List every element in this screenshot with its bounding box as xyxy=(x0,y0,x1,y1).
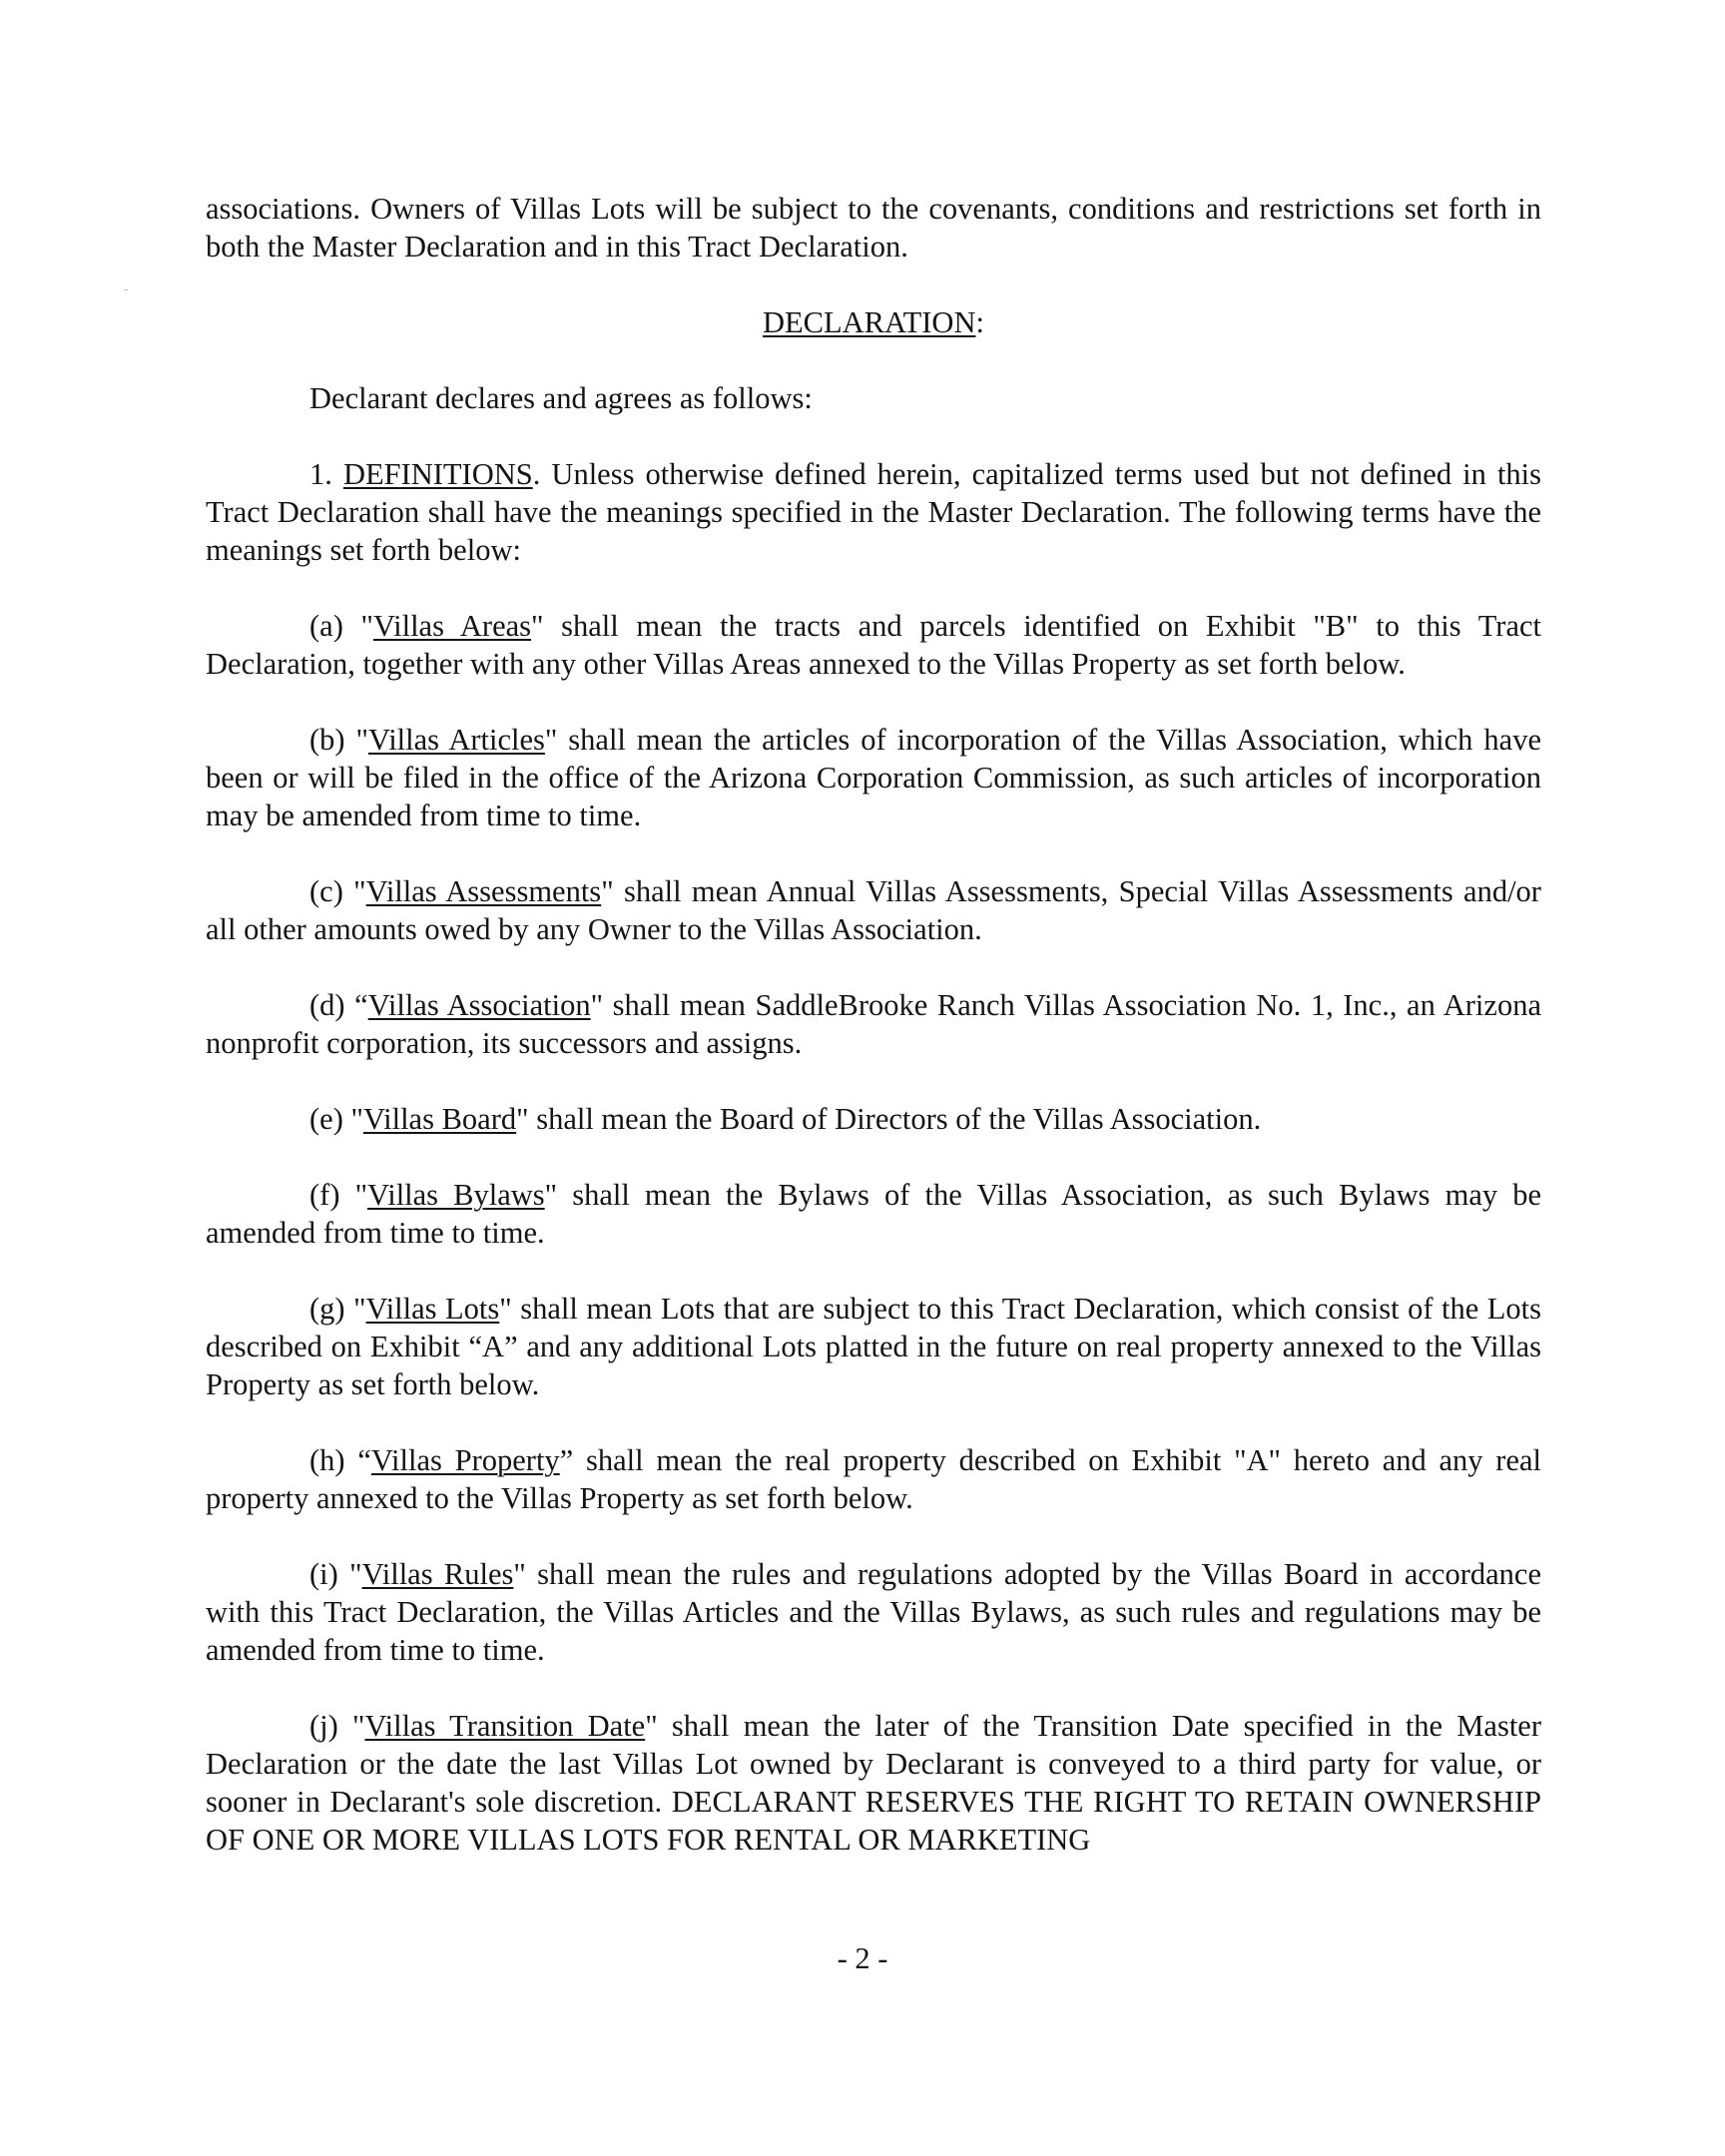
definition-h xyxy=(206,1441,1541,1517)
definition-term: Villas Areas xyxy=(372,609,532,643)
definition-prefix: (b) " xyxy=(309,723,368,757)
section-title-period: . xyxy=(532,457,541,491)
definition-j xyxy=(206,1707,1541,1859)
definition-text: " shall mean the Board of Directors of the Villas Association. xyxy=(516,1102,1262,1136)
scan-mark xyxy=(124,289,128,290)
definition-term: Villas Bylaws xyxy=(367,1178,545,1212)
definition-text: ” shall mean the real property described on Exhibit "A" hereto and any real property annexed to the Villas Property as set forth below. xyxy=(206,1443,1541,1515)
definition-b xyxy=(206,721,1541,834)
definition-prefix: (e) " xyxy=(309,1102,363,1136)
definition-term: Villas Assessments xyxy=(365,874,602,908)
definition-a xyxy=(206,607,1541,683)
document-body xyxy=(206,190,1541,1859)
definition-i xyxy=(206,1555,1541,1669)
section-title: DEFINITIONS xyxy=(342,457,533,491)
definition-prefix: (d) “ xyxy=(309,988,368,1022)
definition-text: " shall mean the later of the Transition Date specified in the Master Declaration or the date the last Villas Lot owned by Declarant is conveyed to a third party for value, or sooner in Declarant's sole discretion. DECLARANT RESERVES THE RIGHT TO RETAIN OWNERSHIP OF ONE OR MORE VILLAS LOTS FOR RENTAL OR MARKETING xyxy=(206,1709,1542,1857)
definition-c xyxy=(206,872,1541,948)
definition-text: " shall mean the rules and regulations adopted by the Villas Board in accordance with this Tract Declaration, the Villas Articles and the Villas Bylaws, as such rules and regulations may be amended from time to time. xyxy=(206,1557,1541,1667)
definition-e xyxy=(206,1100,1541,1138)
definition-g xyxy=(206,1290,1541,1403)
definition-term: Villas Lots xyxy=(365,1292,500,1326)
section-text: Unless otherwise defined herein, capitalized terms used but not defined in this Tract Declaration shall have the meanings specified in the Master Declaration. The following terms have the meanings set forth below: xyxy=(206,457,1542,567)
definition-prefix: (i) " xyxy=(309,1557,362,1591)
definition-term: Villas Board xyxy=(362,1102,517,1136)
definition-term: Villas Association xyxy=(367,988,591,1022)
definition-prefix: (g) " xyxy=(309,1292,366,1326)
definition-prefix: (h) “ xyxy=(309,1443,371,1477)
declaration-heading-text: DECLARATION xyxy=(763,305,976,339)
definition-term: Villas Property xyxy=(370,1443,560,1477)
definition-text: " shall mean the tracts and parcels identified on Exhibit "B" to this Tract Declaration, together with any other Villas Areas annexed to the Villas Property as set forth below. xyxy=(206,609,1541,681)
definition-text: " shall mean the articles of incorporation of the Villas Association, which have been or will be filed in the office of the Arizona Corporation Commission, as such articles of incorporation may be amended from time to time. xyxy=(206,723,1541,832)
definition-prefix: (j) " xyxy=(309,1709,365,1743)
declaration-heading xyxy=(206,303,1541,341)
definition-f xyxy=(206,1176,1541,1252)
section-number: 1. xyxy=(309,457,332,491)
definition-text: " shall mean the Bylaws of the Villas Association, as such Bylaws may be amended from time to time. xyxy=(206,1178,1541,1250)
definition-d xyxy=(206,986,1541,1062)
definition-text: " shall mean Annual Villas Assessments, Special Villas Assessments and/or all other amounts owed by any Owner to the Villas Association. xyxy=(206,874,1541,946)
declarant-statement: Declarant declares and agrees as follows: xyxy=(309,381,813,415)
definition-term: Villas Articles xyxy=(368,723,545,757)
definition-text: " shall mean Lots that are subject to this Tract Declaration, which consist of the Lots described on Exhibit “A” and any additional Lots platted in the future on real property annexed to the Villas Property as set forth below. xyxy=(206,1292,1541,1401)
definition-prefix: (c) " xyxy=(309,874,366,908)
section-1-definitions xyxy=(206,455,1541,569)
definition-term: Villas Transition Date xyxy=(364,1709,646,1743)
definition-prefix: (f) " xyxy=(309,1178,368,1212)
intro-paragraph: associations. Owners of Villas Lots will be subject to the covenants, conditions and restrictions set forth in both the Master Declaration and in this Tract Declaration. xyxy=(206,192,1541,264)
page-number: - 2 - xyxy=(837,1941,888,1975)
declaration-heading-colon: : xyxy=(975,305,984,339)
definition-term: Villas Rules xyxy=(361,1557,514,1591)
definition-prefix: (a) " xyxy=(309,609,373,643)
definition-text: " shall mean SaddleBrooke Ranch Villas Association No. 1, Inc., an Arizona nonprofit corporation, its successors and assigns. xyxy=(206,988,1541,1060)
